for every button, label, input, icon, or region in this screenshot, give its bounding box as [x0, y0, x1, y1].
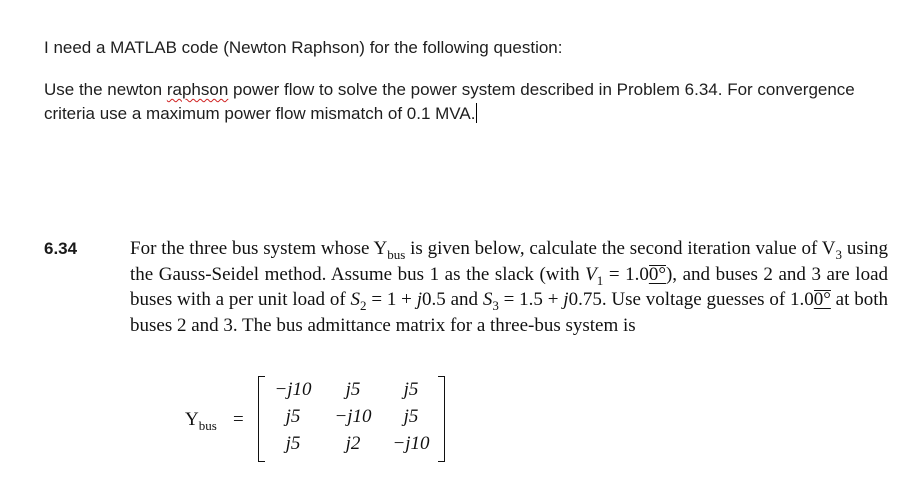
variable: j	[416, 289, 422, 310]
variable: S	[482, 289, 493, 310]
question-body	[44, 78, 874, 126]
subscript: 1	[596, 272, 604, 288]
spellcheck-flagged-word[interactable]: raphson	[166, 80, 229, 99]
subscript: bus	[387, 246, 406, 262]
matrix-cell: j5	[285, 433, 301, 454]
problem-text-part: ), and buses 2 and 3 are load buses with a per unit load of	[130, 263, 889, 310]
problem-text-part: 0.75. Use voltage guesses of 1.0	[568, 289, 814, 310]
matrix-cell: j5	[285, 406, 301, 427]
matrix-cell: j2	[345, 433, 361, 454]
problem-text-part: = 1.0	[603, 263, 649, 285]
subscript: 3	[835, 246, 842, 262]
variable: S	[350, 289, 361, 310]
matrix-cell: j5	[345, 379, 361, 400]
subscript: 2	[360, 297, 367, 313]
matrix-row	[262, 376, 440, 403]
equals-sign: =	[233, 409, 244, 430]
variable: j	[563, 289, 569, 310]
ybus-symbol: Y	[185, 409, 199, 430]
matrix-cell: −j10	[274, 379, 312, 400]
problem-text-part: For the three bus system whose Y	[130, 238, 388, 259]
problem-text-part: 0.5 and	[422, 289, 483, 310]
problem-text-part: is given below, calculate the second iteration value of V	[405, 238, 836, 259]
phasor-angle: 0°	[813, 289, 831, 310]
problem-number: 6.34	[44, 239, 78, 258]
problem-text-part: = 1.5 +	[498, 289, 564, 310]
text-cursor	[476, 103, 477, 123]
question-body-end: power flow to solve the power system described in Problem 6.34. For convergence criteria use a maximum power flow mismatch of 0.1 MVA.	[44, 80, 855, 123]
ybus-label	[185, 409, 217, 434]
subscript: bus	[198, 417, 217, 433]
problem-statement	[130, 236, 888, 338]
problem-text-part: = 1 +	[366, 289, 417, 310]
matrix-cell: j5	[403, 379, 419, 400]
subscript: 3	[492, 297, 499, 313]
matrix-cell: −j10	[334, 406, 372, 427]
ybus-matrix	[262, 376, 440, 457]
matrix-row	[262, 430, 440, 457]
question-title: I need a MATLAB code (Newton Raphson) for the following question:	[44, 38, 563, 57]
matrix-cell: −j10	[392, 433, 430, 454]
matrix-cell: j5	[403, 406, 419, 427]
matrix-row	[262, 403, 440, 430]
question-body-start: Use the newton	[44, 80, 167, 99]
variable: V	[585, 263, 597, 285]
phasor-angle: 0°	[648, 263, 666, 285]
problem-text-part: at both buses 2 and 3. The bus admittance matrix for a three-bus system is	[130, 289, 888, 336]
problem-text-part: using the Gauss-Seidel method. Assume bus 1 as the slack (with	[130, 238, 888, 285]
